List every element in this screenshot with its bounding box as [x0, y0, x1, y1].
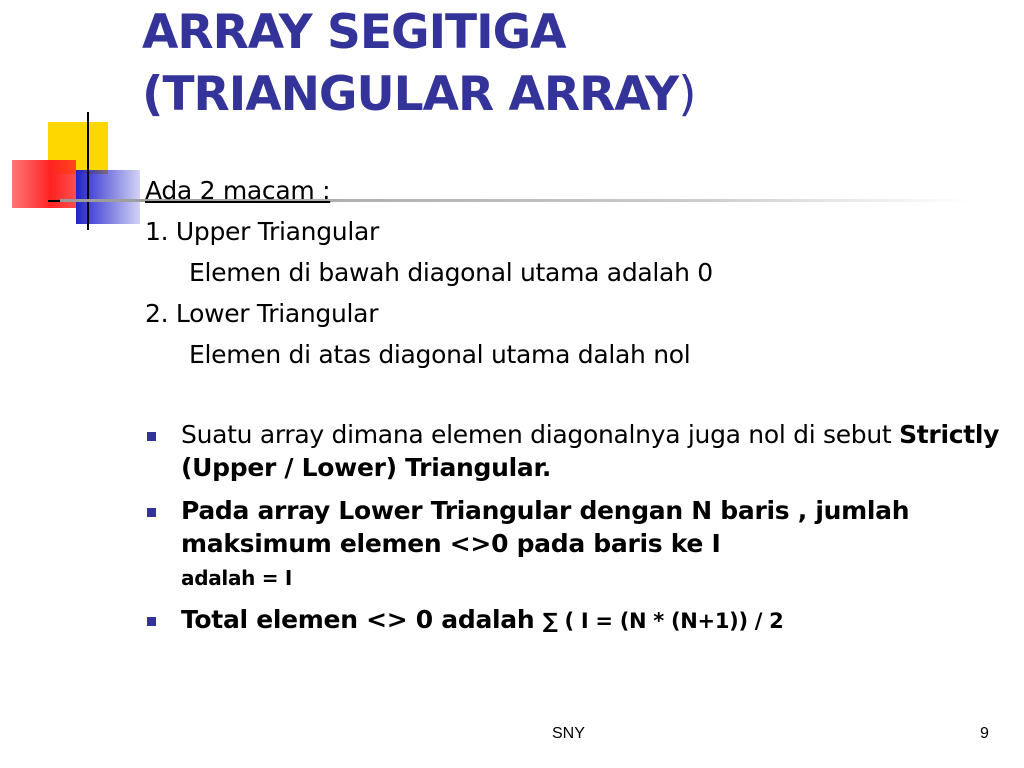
title-line-1: ARRAY SEGITIGA — [142, 5, 566, 60]
content-heading: Ada 2 macam : — [145, 176, 331, 205]
bullet-1-text: Suatu array dimana elemen diagonalnya juga nol di sebut — [181, 420, 900, 449]
bullet-item — [145, 418, 1005, 484]
bullet-2-small: adalah = I — [181, 566, 293, 590]
item-lower-triangular: 2. Lower Triangular — [145, 299, 379, 328]
item-lower-triangular-desc: Elemen di atas diagonal utama dalah nol — [189, 340, 691, 369]
page-number: 9 — [980, 725, 989, 742]
slide-title — [142, 2, 696, 126]
square-bullet-icon — [147, 508, 156, 517]
footer-author: SNY — [552, 725, 585, 742]
bullet-list — [145, 418, 1005, 648]
bullet-1-bold: Strictly (Upper / Lower) Triangular. — [181, 420, 1000, 482]
sum-formula: ∑ ( I = (N * (N+1)) / 2 — [542, 609, 784, 633]
bullet-2-bold: Pada array Lower Triangular dengan N baris , jumlah maksimum elemen <>0 pada baris ke I — [181, 496, 910, 558]
bullet-item — [145, 603, 1005, 638]
item-upper-triangular-desc: Elemen di bawah diagonal utama adalah 0 — [189, 258, 713, 287]
title-line-2: (TRIANGULAR ARRAY — [142, 67, 679, 122]
bullet-item — [145, 494, 1005, 593]
square-bullet-icon — [147, 432, 156, 441]
bullet-3-bold: Total elemen <> 0 adalah — [181, 605, 543, 634]
square-bullet-icon — [147, 617, 156, 626]
title-close-paren: ) — [678, 67, 696, 122]
content-block — [145, 170, 1005, 375]
item-upper-triangular: 1. Upper Triangular — [145, 217, 379, 246]
